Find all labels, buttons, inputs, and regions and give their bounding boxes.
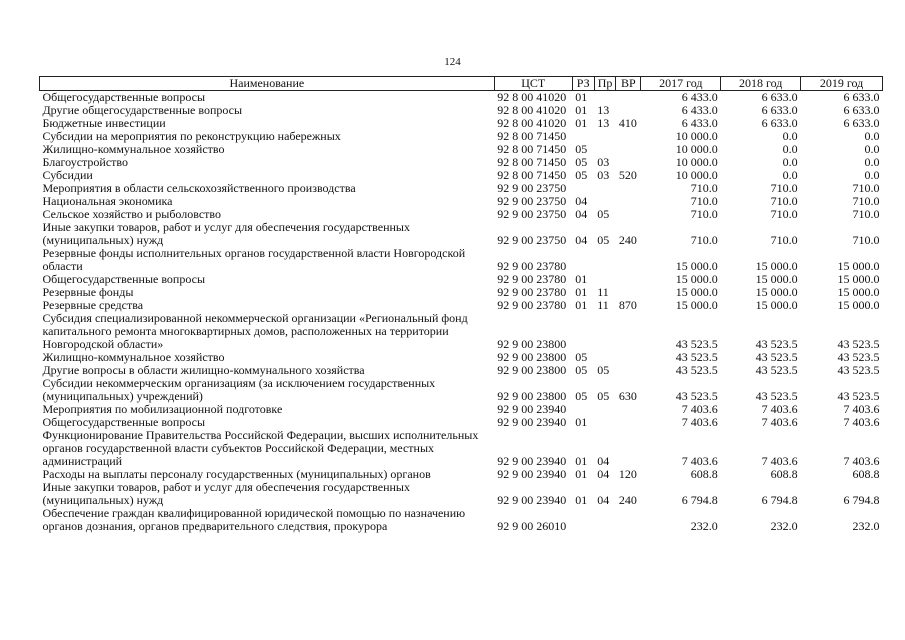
header-name: Наименование — [40, 77, 495, 91]
header-cst: ЦСТ — [494, 77, 572, 91]
cell-2019: 0.0 — [864, 129, 880, 143]
cell-rz: 05 — [575, 350, 588, 364]
cell-2019: 710.0 — [852, 233, 880, 247]
cell-name: Функционирование Правительства Российской Федерации, высших исполнительных органов государственной власти субъектов Российской Федерации, местных администраций — [42, 428, 479, 468]
cell-2018: 0.0 — [782, 142, 798, 156]
cell-2017: 10 000.0 — [675, 168, 718, 182]
cell-name: Другие вопросы в области жилищно-коммунального хозяйства — [42, 363, 365, 377]
cell-pr — [594, 312, 616, 351]
cell-vr — [616, 195, 641, 208]
cell-2018: 608.8 — [770, 467, 798, 481]
cell-pr: 05 — [597, 389, 610, 403]
cell-2019: 0.0 — [864, 168, 880, 182]
cell-2019: 7 403.6 — [843, 454, 880, 468]
cell-cst: 92 9 00 23780 — [497, 259, 567, 273]
cell-vr: 410 — [618, 116, 637, 130]
cell-2017: 608.8 — [690, 467, 718, 481]
cell-2019: 6 633.0 — [843, 116, 880, 130]
cell-2017: 43 523.5 — [675, 337, 718, 351]
cell-2017: 710.0 — [690, 181, 718, 195]
table-row — [40, 377, 883, 403]
cell-name: Субсидии — [42, 168, 93, 182]
cell-pr — [594, 247, 616, 273]
cell-2017: 10 000.0 — [675, 155, 718, 169]
cell-2018: 7 403.6 — [761, 402, 798, 416]
cell-pr: 03 — [597, 168, 610, 182]
header-2019: 2019 год — [801, 77, 883, 91]
budget-table — [39, 76, 883, 533]
cell-cst: 92 9 00 23940 — [497, 493, 567, 507]
cell-rz: 01 — [575, 493, 588, 507]
cell-rz: 05 — [575, 389, 588, 403]
cell-pr — [594, 182, 616, 195]
page-number: 124 — [444, 56, 461, 68]
cell-cst: 92 9 00 23940 — [497, 467, 567, 481]
cell-pr: 05 — [597, 207, 610, 221]
cell-2017: 232.0 — [690, 519, 718, 533]
table-row — [40, 156, 883, 169]
cell-cst: 92 9 00 23750 — [497, 181, 567, 195]
cell-rz: 05 — [575, 142, 588, 156]
cell-rz: 01 — [575, 285, 588, 299]
cell-pr: 11 — [597, 285, 609, 299]
cell-vr — [616, 91, 641, 105]
cell-name: Резервные средства — [42, 298, 144, 312]
cell-rz — [572, 507, 594, 533]
cell-vr: 240 — [618, 233, 637, 247]
cell-cst: 92 8 00 71450 — [497, 142, 567, 156]
cell-2017: 43 523.5 — [675, 363, 718, 377]
cell-2018: 710.0 — [770, 207, 798, 221]
cell-2018: 232.0 — [770, 519, 798, 533]
header-rz: РЗ — [572, 77, 594, 91]
cell-cst: 92 9 00 23780 — [497, 272, 567, 286]
cell-rz: 04 — [575, 233, 588, 247]
cell-rz — [572, 247, 594, 273]
cell-cst: 92 8 00 71450 — [497, 155, 567, 169]
cell-name: Субсидия специализированной некоммерческой организации «Региональный фонд капитального ремонта многоквартирных домов, расположенных на территории Новгородской области» — [42, 311, 468, 351]
cell-2017: 15 000.0 — [675, 298, 718, 312]
cell-2019: 15 000.0 — [837, 298, 880, 312]
cell-cst: 92 9 00 26010 — [497, 519, 567, 533]
cell-2019: 232.0 — [852, 519, 880, 533]
table-row — [40, 221, 883, 247]
cell-2019: 15 000.0 — [837, 259, 880, 273]
cell-2019: 6 794.8 — [843, 493, 880, 507]
cell-cst: 92 9 00 23780 — [497, 285, 567, 299]
cell-2018: 43 523.5 — [755, 363, 798, 377]
cell-pr — [594, 91, 616, 105]
table-header-row — [40, 77, 883, 91]
cell-cst: 92 9 00 23940 — [497, 402, 567, 416]
cell-vr — [616, 247, 641, 273]
cell-name: Резервные фонды — [42, 285, 134, 299]
cell-name: Общегосударственные вопросы — [42, 415, 206, 429]
cell-2017: 15 000.0 — [675, 285, 718, 299]
cell-vr — [616, 130, 641, 143]
cell-name: Благоустройство — [42, 155, 129, 169]
cell-vr — [616, 351, 641, 364]
cell-2019: 15 000.0 — [837, 285, 880, 299]
cell-2019: 43 523.5 — [837, 363, 880, 377]
cell-2018: 6 794.8 — [761, 493, 798, 507]
cell-2018: 43 523.5 — [755, 337, 798, 351]
cell-rz: 01 — [575, 467, 588, 481]
cell-pr — [594, 403, 616, 416]
cell-vr — [616, 208, 641, 221]
cell-pr: 05 — [597, 363, 610, 377]
cell-2017: 15 000.0 — [675, 272, 718, 286]
header-vr: ВР — [616, 77, 641, 91]
cell-2019: 7 403.6 — [843, 402, 880, 416]
cell-name: Бюджетные инвестиции — [42, 116, 166, 130]
cell-rz: 01 — [575, 415, 588, 429]
cell-2018: 710.0 — [770, 233, 798, 247]
cell-name: Жилищно-коммунальное хозяйство — [42, 350, 225, 364]
cell-name: Общегосударственные вопросы — [42, 90, 206, 104]
cell-cst: 92 9 00 23780 — [497, 298, 567, 312]
cell-2017: 6 794.8 — [681, 493, 718, 507]
cell-vr — [616, 312, 641, 351]
cell-vr — [616, 416, 641, 429]
cell-2019: 43 523.5 — [837, 350, 880, 364]
cell-pr: 04 — [597, 454, 610, 468]
cell-name: Обеспечение граждан квалифицированной юридической помощью по назначению органов дознания, органов предварительного следствия, прокурора — [42, 506, 466, 533]
cell-pr: 13 — [597, 116, 610, 130]
cell-cst: 92 9 00 23940 — [497, 415, 567, 429]
cell-name: Иные закупки товаров, работ и услуг для обеспечения государственных (муниципальных) нужд — [42, 220, 410, 247]
cell-2019: 6 633.0 — [843, 90, 880, 104]
cell-name: Резервные фонды исполнительных органов государственной власти Новгородской области — [42, 246, 466, 273]
cell-name: Иные закупки товаров, работ и услуг для обеспечения государственных (муниципальных) нужд — [42, 480, 410, 507]
cell-name: Мероприятия по мобилизационной подготовке — [42, 402, 283, 416]
cell-cst: 92 8 00 71450 — [497, 129, 567, 143]
cell-cst: 92 9 00 23800 — [497, 389, 567, 403]
cell-2018: 0.0 — [782, 129, 798, 143]
header-2017: 2017 год — [641, 77, 721, 91]
cell-2018: 6 633.0 — [761, 90, 798, 104]
cell-2019: 710.0 — [852, 194, 880, 208]
cell-rz: 01 — [575, 454, 588, 468]
cell-rz: 01 — [575, 298, 588, 312]
cell-2018: 43 523.5 — [755, 350, 798, 364]
cell-2018: 15 000.0 — [755, 259, 798, 273]
cell-2017: 10 000.0 — [675, 129, 718, 143]
cell-2019: 710.0 — [852, 181, 880, 195]
cell-rz: 04 — [575, 194, 588, 208]
cell-vr — [616, 273, 641, 286]
cell-2017: 710.0 — [690, 233, 718, 247]
cell-rz: 01 — [575, 103, 588, 117]
cell-name: Субсидии некоммерческим организациям (за исключением государственных (муниципальных) учреждений) — [42, 376, 436, 403]
cell-2017: 6 433.0 — [681, 116, 718, 130]
cell-cst: 92 8 00 41020 — [497, 116, 567, 130]
header-2018: 2018 год — [721, 77, 801, 91]
cell-cst: 92 8 00 41020 — [497, 90, 567, 104]
cell-cst: 92 9 00 23800 — [497, 350, 567, 364]
cell-name: Расходы на выплаты персоналу государственных (муниципальных) органов — [42, 467, 431, 481]
cell-rz: 05 — [575, 168, 588, 182]
header-pr: Пр — [594, 77, 616, 91]
cell-name: Субсидии на мероприятия по реконструкцию набережных — [42, 129, 341, 143]
cell-vr: 240 — [618, 493, 637, 507]
cell-2018: 710.0 — [770, 181, 798, 195]
cell-rz: 01 — [575, 90, 588, 104]
table-row — [40, 143, 883, 156]
cell-2019: 43 523.5 — [837, 337, 880, 351]
cell-pr: 04 — [597, 467, 610, 481]
cell-2018: 6 633.0 — [761, 103, 798, 117]
table-row — [40, 247, 883, 273]
cell-2019: 0.0 — [864, 155, 880, 169]
cell-vr: 630 — [618, 389, 637, 403]
cell-2017: 43 523.5 — [675, 389, 718, 403]
table-body — [40, 91, 883, 534]
cell-2017: 7 403.6 — [681, 415, 718, 429]
cell-2017: 10 000.0 — [675, 142, 718, 156]
table-row — [40, 429, 883, 468]
cell-vr: 870 — [618, 298, 637, 312]
cell-name: Жилищно-коммунальное хозяйство — [42, 142, 225, 156]
cell-2018: 0.0 — [782, 168, 798, 182]
cell-cst: 92 9 00 23750 — [497, 233, 567, 247]
cell-cst: 92 8 00 71450 — [497, 168, 567, 182]
cell-name: Национальная экономика — [42, 194, 173, 208]
cell-rz: 04 — [575, 207, 588, 221]
cell-2019: 710.0 — [852, 207, 880, 221]
cell-pr — [594, 507, 616, 533]
table-row — [40, 312, 883, 351]
cell-2018: 43 523.5 — [755, 389, 798, 403]
cell-2018: 7 403.6 — [761, 415, 798, 429]
cell-name: Общегосударственные вопросы — [42, 272, 206, 286]
cell-cst: 92 8 00 41020 — [497, 103, 567, 117]
cell-2019: 43 523.5 — [837, 389, 880, 403]
cell-2017: 710.0 — [690, 207, 718, 221]
cell-vr — [616, 429, 641, 468]
cell-rz: 05 — [575, 363, 588, 377]
cell-rz — [572, 312, 594, 351]
cell-vr — [616, 507, 641, 533]
cell-pr — [594, 416, 616, 429]
cell-2018: 0.0 — [782, 155, 798, 169]
cell-vr — [616, 143, 641, 156]
cell-pr: 04 — [597, 493, 610, 507]
cell-cst: 92 9 00 23800 — [497, 363, 567, 377]
cell-2018: 15 000.0 — [755, 285, 798, 299]
cell-2017: 7 403.6 — [681, 454, 718, 468]
cell-vr — [616, 403, 641, 416]
cell-name: Сельское хозяйство и рыболовство — [42, 207, 222, 221]
cell-vr: 520 — [618, 168, 637, 182]
cell-cst: 92 9 00 23750 — [497, 207, 567, 221]
cell-cst: 92 9 00 23750 — [497, 194, 567, 208]
table-row — [40, 91, 883, 105]
cell-cst: 92 9 00 23800 — [497, 337, 567, 351]
cell-2018: 710.0 — [770, 194, 798, 208]
cell-vr — [616, 182, 641, 195]
table-row — [40, 507, 883, 533]
cell-vr: 120 — [618, 467, 637, 481]
cell-2019: 0.0 — [864, 142, 880, 156]
cell-2019: 15 000.0 — [837, 272, 880, 286]
cell-pr — [594, 130, 616, 143]
cell-rz: 01 — [575, 116, 588, 130]
cell-2018: 15 000.0 — [755, 298, 798, 312]
cell-rz: 05 — [575, 155, 588, 169]
cell-2019: 7 403.6 — [843, 415, 880, 429]
cell-cst: 92 9 00 23940 — [497, 454, 567, 468]
cell-2017: 15 000.0 — [675, 259, 718, 273]
cell-pr: 05 — [597, 233, 610, 247]
cell-2019: 6 633.0 — [843, 103, 880, 117]
cell-2017: 710.0 — [690, 194, 718, 208]
cell-pr: 11 — [597, 298, 609, 312]
cell-name: Мероприятия в области сельскохозяйственного производства — [42, 181, 356, 195]
cell-rz: 01 — [575, 272, 588, 286]
table-row — [40, 481, 883, 507]
cell-2018: 15 000.0 — [755, 272, 798, 286]
cell-2018: 7 403.6 — [761, 454, 798, 468]
cell-vr — [616, 364, 641, 377]
cell-2017: 7 403.6 — [681, 402, 718, 416]
cell-2019: 608.8 — [852, 467, 880, 481]
cell-pr: 03 — [597, 155, 610, 169]
cell-2018: 6 633.0 — [761, 116, 798, 130]
cell-2017: 43 523.5 — [675, 350, 718, 364]
cell-2017: 6 433.0 — [681, 103, 718, 117]
cell-2017: 6 433.0 — [681, 90, 718, 104]
cell-name: Другие общегосударственные вопросы — [42, 103, 243, 117]
cell-pr: 13 — [597, 103, 610, 117]
